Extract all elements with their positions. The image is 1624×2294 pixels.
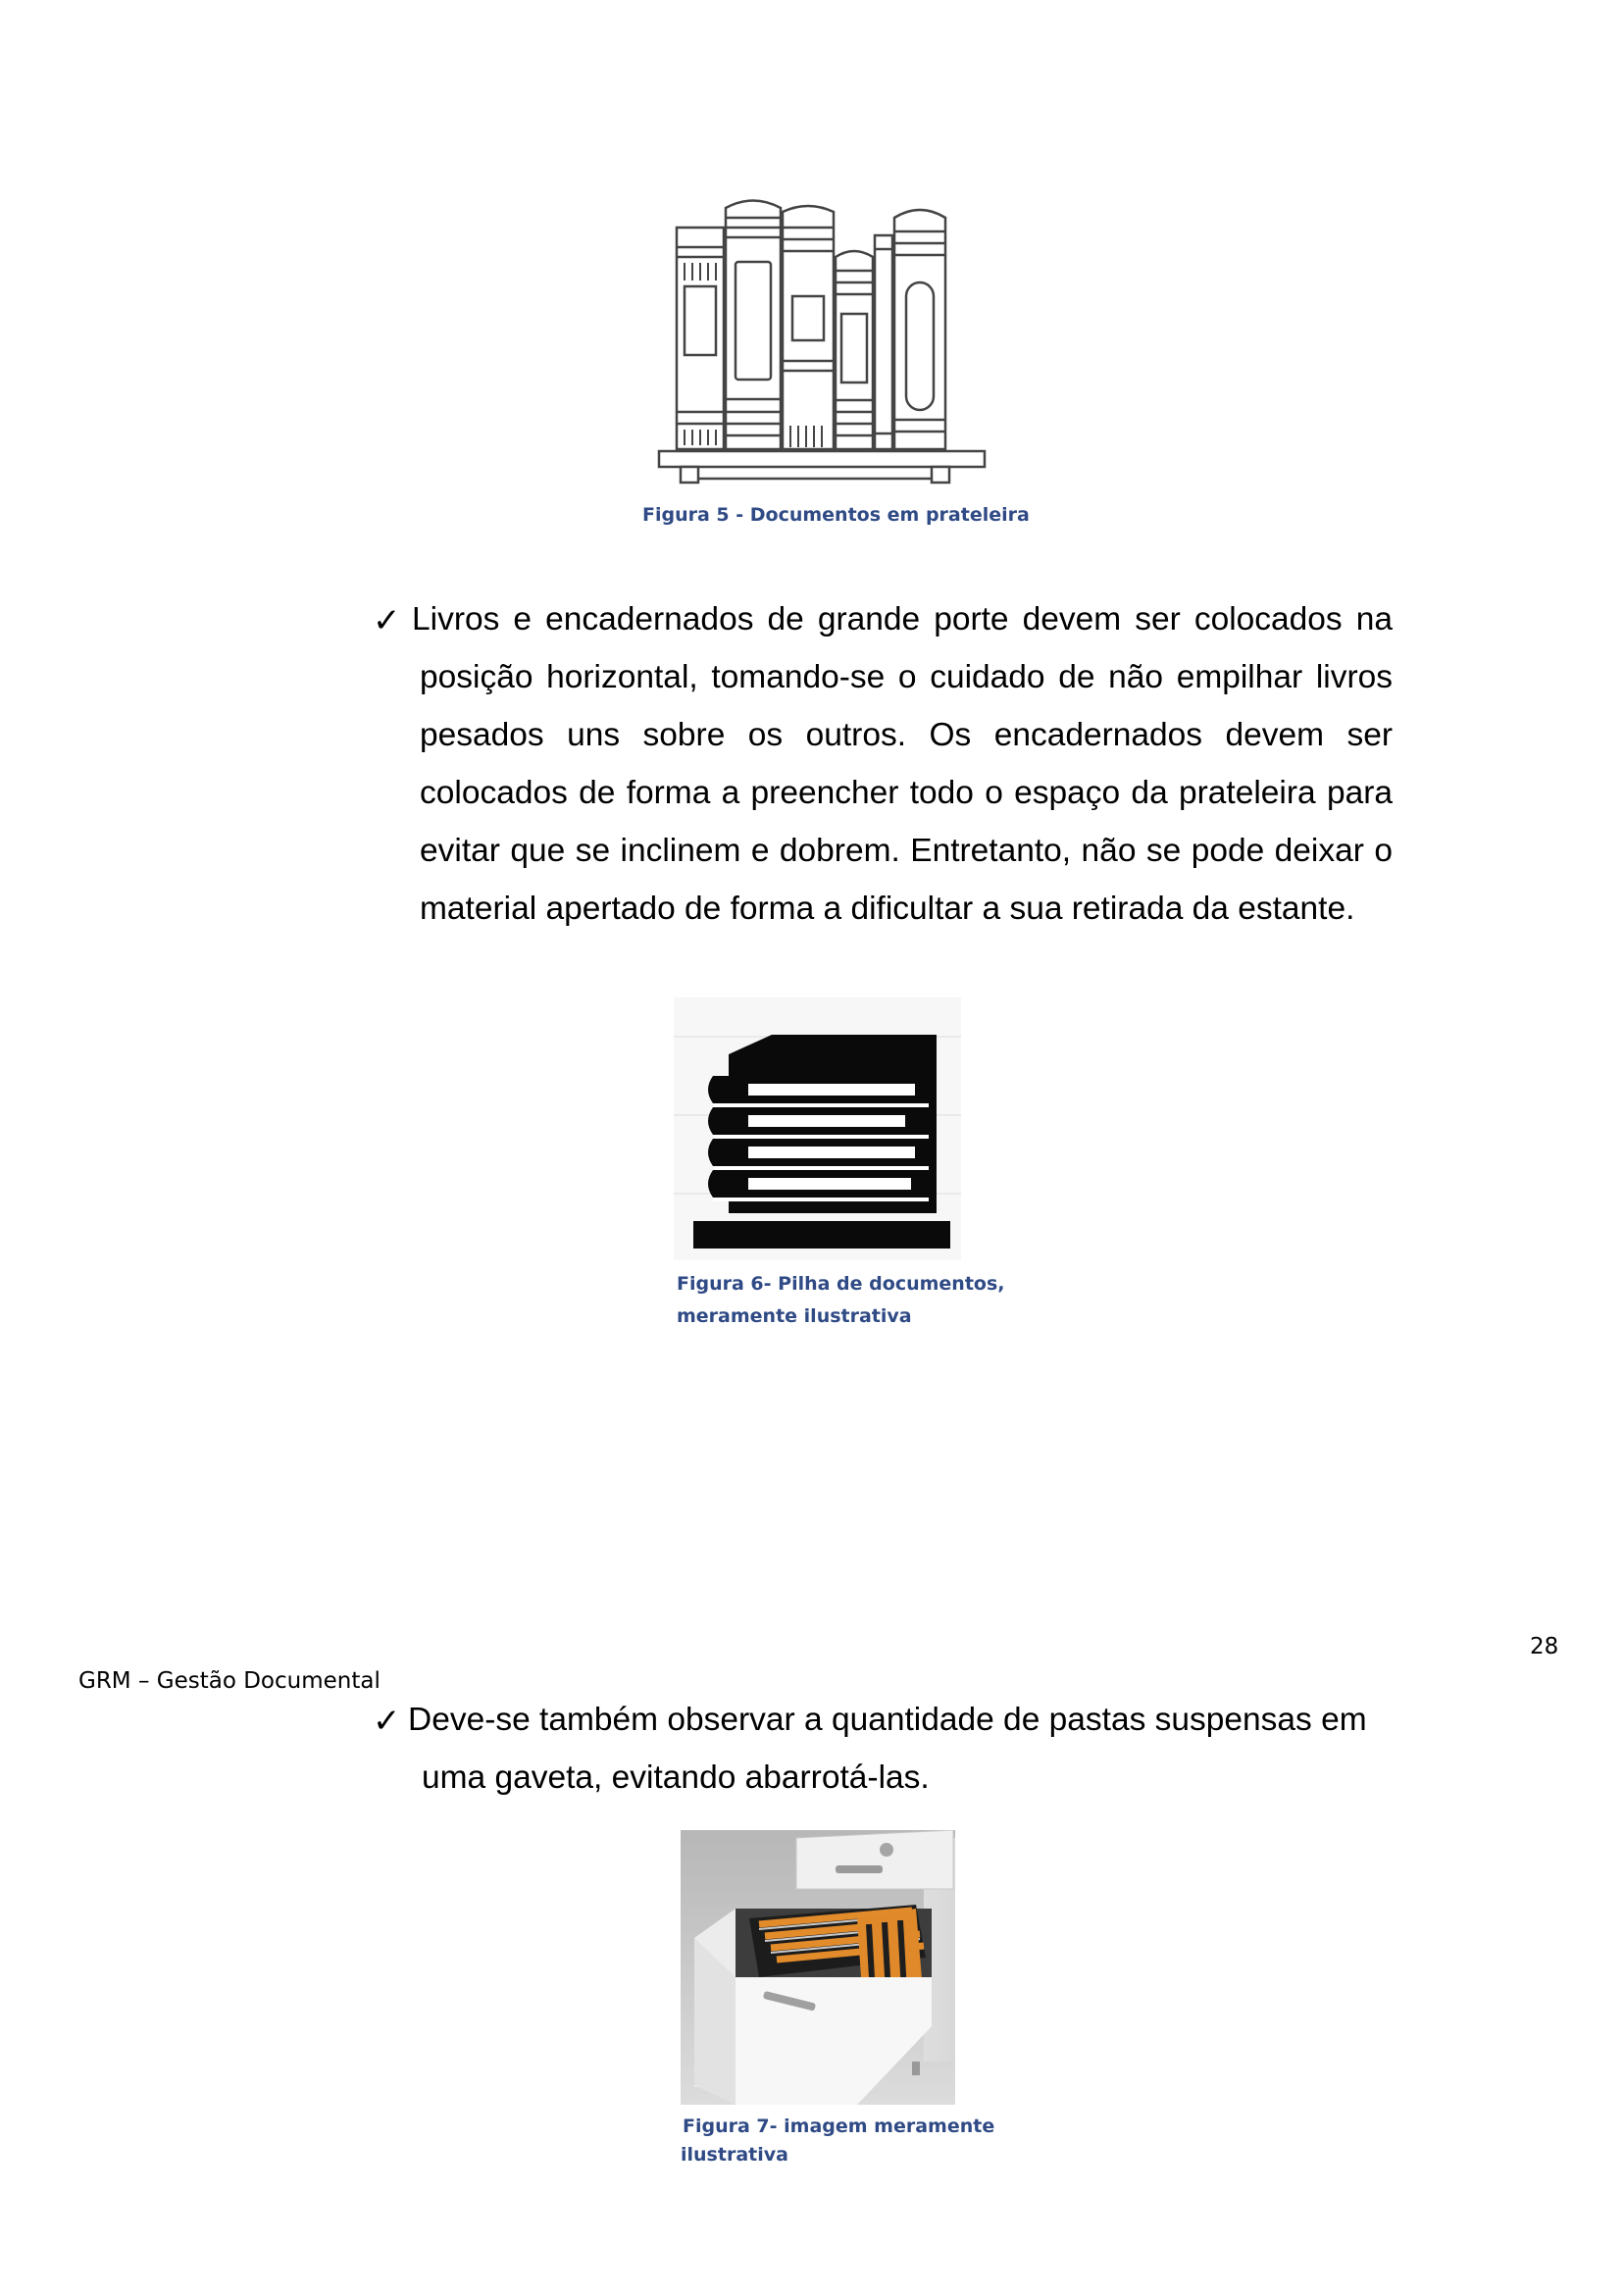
- bullet-1-line-3: pesados uns sobre os outros. Os encadernados devem ser: [420, 717, 1393, 753]
- figure-6-caption-line-2: meramente ilustrativa: [677, 1305, 912, 1327]
- bullet-1-line-6: material apertado de forma a dificultar a sua retirada da estante.: [420, 891, 1355, 927]
- figure-7-caption-line-1: Figura 7- imagem meramente: [683, 2116, 995, 2137]
- figure-7-caption-line-2: ilustrativa: [681, 2144, 788, 2166]
- bullet-2-line-1: Deve-se também observar a quantidade de pastas suspensas em: [408, 1702, 1367, 1738]
- figure-6-caption-line-1: Figura 6- Pilha de documentos,: [677, 1273, 1005, 1295]
- checkmark-icon: ✓: [373, 601, 401, 640]
- stacked-books-icon: [674, 997, 961, 1260]
- books-on-shelf-icon: [655, 188, 989, 494]
- bullet-1-line-4: colocados de forma a preencher todo o espaço da prateleira para: [420, 775, 1393, 811]
- figure-7: [681, 1830, 955, 2105]
- figure-6: [674, 997, 961, 1260]
- bullet-1-line-1: Livros e encadernados de grande porte devem ser colocados na: [412, 601, 1393, 637]
- bullet-2-line-2: uma gaveta, evitando abarrotá-las.: [422, 1759, 930, 1796]
- figure-5: [655, 188, 989, 494]
- bullet-1-line-5: evitar que se inclinem e dobrem. Entretanto, não se pode deixar o: [420, 833, 1393, 869]
- checkmark-icon: ✓: [373, 1702, 401, 1741]
- file-drawer-photo: [681, 1830, 955, 2105]
- bullet-list-item-2: [373, 1691, 1393, 1818]
- bullet-1-line-2: posição horizontal, tomando-se o cuidado de não empilhar livros: [420, 659, 1393, 695]
- page-number: 28: [1530, 1634, 1559, 1659]
- bullet-list-item-1: [373, 590, 1393, 943]
- figure-5-caption: Figura 5 - Documentos em prateleira: [642, 504, 1030, 526]
- footer-title: GRM – Gestão Documental: [78, 1668, 381, 1694]
